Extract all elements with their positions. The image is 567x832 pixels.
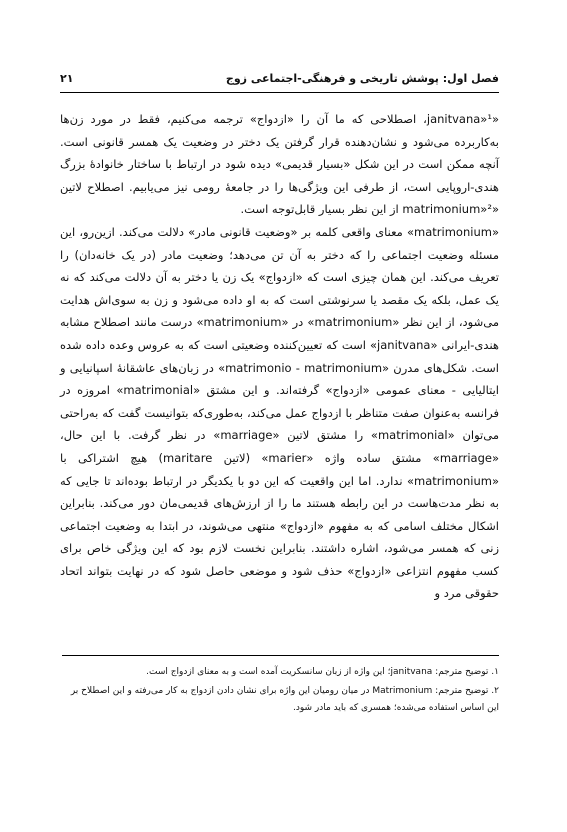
chapter-title: فصل اول: پوشش تاریخی و فرهنگی-اجتماعی زوج bbox=[225, 71, 499, 85]
header-divider bbox=[60, 92, 499, 93]
footnote: ۱. توضیح مترجم: janitvana؛ این واژه از زبان سانسکریت آمده است و به معنای ازدواج است. bbox=[146, 667, 499, 677]
footnotes bbox=[60, 664, 499, 719]
footnote-divider bbox=[62, 655, 499, 656]
paragraph: «janitvana»¹، اصطلاحی که ما آن را «ازدواج» ترجمه می‌کنیم، فقط در مورد زن‌ها به‌کاربرده می‌شود و نشان‌دهنده قرار گرفتن یک دختر در وضعیت یک همسر قانونی است. آنچه ممکن است در این شکل «بسیار قدیمی» دیده شود در ارتباط با ساختار خانوادهٔ بزرگ هندی-اروپایی است، از طرفی این ویژگی‌ها را در جامعهٔ رومی نیز می‌یابیم. اصطلاح لاتین «matrimonium»² از این نظر بسیار قابل‌توجه است. bbox=[60, 112, 499, 217]
body-text bbox=[60, 108, 499, 605]
page-number: ۲۱ bbox=[60, 71, 74, 85]
footnote: ۲. توضیح مترجم: Matrimonium در میان رومیان این واژه برای نشان دادن ازدواج به کار می‌رفته و این اصطلاح بر این اساس استفاده می‌شده؛ همسری که باید مادر شود. bbox=[70, 686, 499, 713]
paragraph: «matrimonium» معنای واقعی کلمه بر «وضعیت قانونی مادر» دلالت می‌کند. ازین‌رو، این مسئله وضعیت اجتماعی را که دختر به آن تن می‌دهد؛ وضعیت مادر (در یک خانه‌دان) را تعریف می‌کند. این همان چیزی است که «ازدواج» یک زن یا دختر به آن دلالت می‌کند که نه یک عمل، بلکه یک مقصد یا سرنوشتی است که به او داده می‌شود و زن به سوی‌اش هدایت می‌شود، از این نظر «matrimonium» در «matrimonium» درست مانند اصطلاح مشابه هندی-ایرانی «janitvana» است که تعیین‌کننده وضعیتی است که به عروس وعده داده شده است. شکل‌های مدرن «matrimonio - matrimonium» در زبان‌های عاشقانهٔ اسپانیایی و ایتالیایی - معنای عمومی «ازدواج» گرفته‌اند. و این مشتق «matrimonial» امروزه در فرانسه به‌عنوان صفت متناظر با ازدواج عمل می‌کند، به‌طوری‌که بتوانیست گفت که به‌راحتی می‌توان «matrimonial» را مشتق لاتین «marriage» در نظر گرفت. با این حال، «marriage» مشتق ساده واژه «marier» (لاتین maritare) هیچ اشتراکی با «matrimonium» ندارد. اما این واقعیت که این دو با یکدیگر در ارتباط بوده‌اند تا جایی که به نظر مدت‌هاست در این رابطه هستند ما را از ارزش‌های قدیمی‌مان دور می‌کند. بنابراین اشکال مختلف اسامی که به مفهوم «ازدواج» منتهی می‌شوند، در ابتدا به وضعیت اجتماعی زنی که همسر می‌شود، اشاره داشتند. بنابراین نخست لازم بود که این ویژگی خاص برای کسب مفهوم انتزاعی «ازدواج» حذف شود و موضعی حاصل شود که در نهایت بتواند اتحاد حقوقی مرد و bbox=[60, 224, 500, 601]
running-header bbox=[60, 68, 499, 88]
